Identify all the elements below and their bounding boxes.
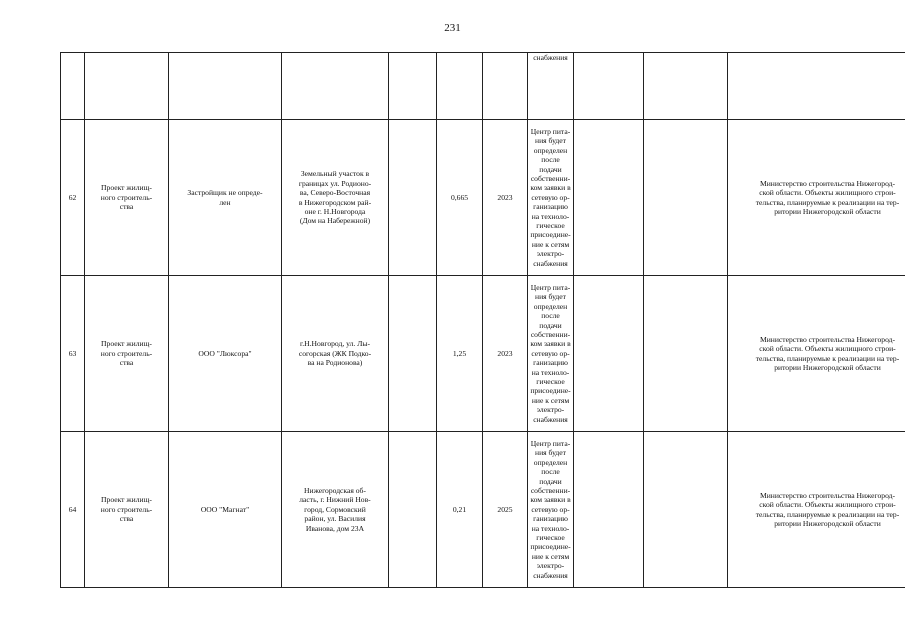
- cell-year: 2025: [483, 432, 528, 588]
- cell-developer: [169, 53, 282, 120]
- cell-year: 2023: [483, 120, 528, 276]
- cell-empty: [644, 53, 728, 120]
- cell-power: 0,21: [437, 432, 483, 588]
- table-row-continuation: [61, 53, 905, 120]
- table-row-62: [61, 120, 905, 276]
- table-row-63: [61, 276, 905, 432]
- cell-empty: [574, 120, 644, 276]
- cell-source: [728, 53, 905, 120]
- cell-type: Проект жилищ- ного строитель- ства: [85, 276, 169, 432]
- cell-empty: [389, 276, 437, 432]
- cell-power: 1,25: [437, 276, 483, 432]
- cell-developer: ООО "Люксора": [169, 276, 282, 432]
- objects-table: [60, 52, 905, 588]
- cell-empty: [389, 53, 437, 120]
- page-number: 231: [444, 22, 461, 34]
- cell-type: Проект жилищ- ного строитель- ства: [85, 432, 169, 588]
- cell-developer: ООО "Магнат": [169, 432, 282, 588]
- cell-power: 0,665: [437, 120, 483, 276]
- cell-empty: [574, 276, 644, 432]
- cell-power-center: Центр пита- ния будет определен после подачи собственни- ком заявки в сетевую ор- ганизацию на техноло- гическое присоедине- ние к сетям электро- снабжения: [528, 120, 574, 276]
- cell-empty: [644, 120, 728, 276]
- cell-location: Земельный участок в границах ул. Родионо- ва, Северо-Восточная в Нижегородском рай- оне г. Н.Новгорода (Дом на Набережной): [282, 120, 389, 276]
- cell-year: 2023: [483, 276, 528, 432]
- table-row-64: [61, 432, 905, 588]
- cell-num: [61, 53, 85, 120]
- cell-location: [282, 53, 389, 120]
- cell-location: г.Н.Новгород, ул. Лы- согорская (ЖК Подко- ва на Родионова): [282, 276, 389, 432]
- cell-source: Министерство строительства Нижегород- ской области. Объекты жилищного строи- тельства, планируемые к реализации на тер- ритории Нижегородской области: [728, 120, 905, 276]
- cell-type: Проект жилищ- ного строитель- ства: [85, 120, 169, 276]
- cell-empty: [644, 276, 728, 432]
- cell-year: [483, 53, 528, 120]
- cell-num: 64: [61, 432, 85, 588]
- cell-power-center: Центр пита- ния будет определен после подачи собственни- ком заявки в сетевую ор- ганизацию на техноло- гическое присоедине- ние к сетям электро- снабжения: [528, 276, 574, 432]
- cell-developer: Застройщик не опреде- лен: [169, 120, 282, 276]
- cell-power: [437, 53, 483, 120]
- cell-empty: [574, 432, 644, 588]
- cell-location: Нижегородская об- ласть, г. Нижний Нов- город, Сормовский район, ул. Василия Иванова, дом 23А: [282, 432, 389, 588]
- cell-empty: [644, 432, 728, 588]
- cell-type: [85, 53, 169, 120]
- cell-num: 62: [61, 120, 85, 276]
- cell-source: Министерство строительства Нижегород- ской области. Объекты жилищного строи- тельства, планируемые к реализации на тер- ритории Нижегородской области: [728, 276, 905, 432]
- cell-source: Министерство строительства Нижегород- ской области. Объекты жилищного строи- тельства, планируемые к реализации на тер- ритории Нижегородской области: [728, 432, 905, 588]
- cell-empty: [574, 53, 644, 120]
- cell-num: 63: [61, 276, 85, 432]
- cell-empty: [389, 120, 437, 276]
- cell-empty: [389, 432, 437, 588]
- cell-power-center: снабжения: [528, 53, 574, 120]
- cell-power-center: Центр пита- ния будет определен после подачи собственни- ком заявки в сетевую ор- ганизацию на техноло- гическое присоедине- ние к сетям электро- снабжения: [528, 432, 574, 588]
